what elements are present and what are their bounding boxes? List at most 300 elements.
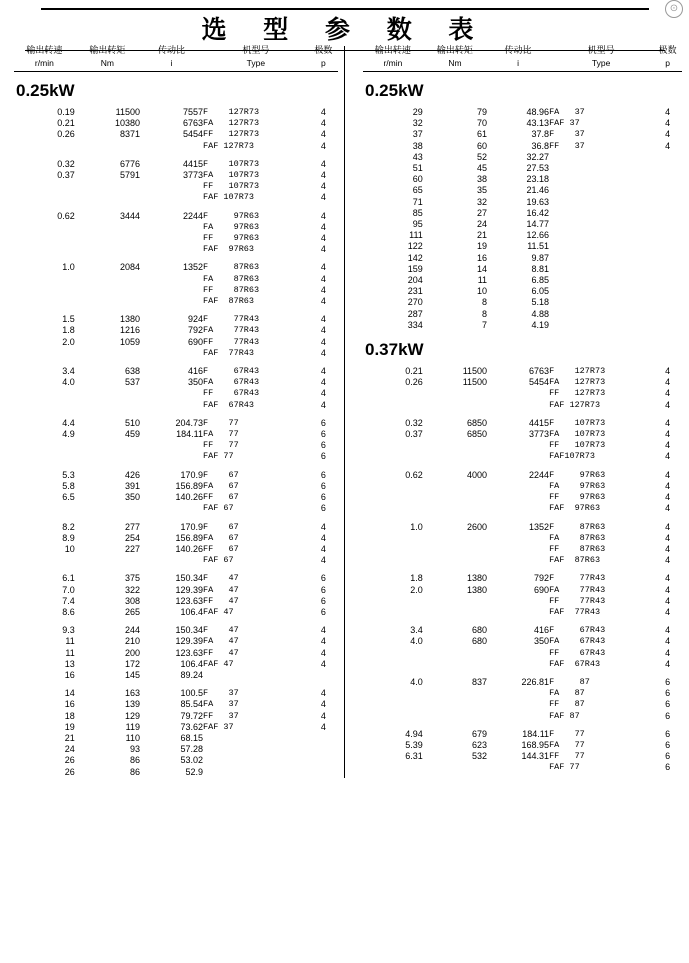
header-cn-nm: 输出转矩: [89, 46, 126, 56]
cell-model-type: F 127R73: [203, 107, 260, 117]
cell-output-speed: 18: [64, 710, 75, 721]
table-row: [14, 211, 338, 222]
cell-model-type: FF 67: [203, 543, 239, 554]
cell-poles: 4: [665, 140, 671, 151]
table-row: [14, 159, 338, 170]
cell-output-torque: [423, 659, 487, 670]
table-row: [14, 440, 338, 451]
header-unit-type: Type: [246, 58, 266, 68]
cell-output-torque: 638: [124, 366, 140, 377]
table-row: [363, 297, 682, 308]
header-cn-nm: 输出转矩: [436, 46, 473, 56]
spec-table: [363, 107, 682, 331]
cell-output-speed: 2.0: [62, 336, 75, 347]
table-row: [363, 751, 682, 762]
cell-model-type: [549, 309, 653, 320]
cell-model-type: [549, 219, 653, 230]
corner-mark-icon: ⊙: [665, 0, 683, 18]
table-row: [363, 762, 682, 773]
cell-output-torque: 837: [472, 676, 488, 687]
cell-model-type: F 67R43: [549, 625, 606, 636]
cell-ratio: [487, 400, 549, 411]
cell-poles: 4: [665, 118, 671, 129]
cell-model-type: FF 77: [549, 751, 585, 762]
cell-poles: 6: [665, 728, 671, 739]
cell-poles: [309, 767, 338, 778]
cell-output-speed: 21: [64, 732, 75, 743]
cell-model-type: FAF 77R43: [203, 347, 255, 358]
cell-ratio: [487, 688, 549, 699]
cell-model-type: FF 107R73: [549, 440, 606, 451]
cell-ratio: 85.54: [180, 699, 203, 710]
table-row: [14, 296, 338, 307]
cell-ratio: 16.42: [526, 207, 550, 218]
cell-output-torque: [75, 244, 140, 255]
cell-poles: 4: [665, 658, 671, 669]
table-row: [363, 197, 682, 208]
cell-output-speed: [363, 533, 423, 544]
cell-model-type: FF 47: [203, 595, 239, 606]
cell-output-speed: 38: [412, 140, 423, 151]
cell-ratio: 2244: [182, 210, 203, 221]
cell-ratio: [487, 544, 549, 555]
header-cn-i: 传动比: [157, 46, 185, 56]
header-unit-i: i: [517, 58, 519, 68]
cell-output-torque: 16: [477, 252, 488, 263]
cell-output-torque: [75, 440, 140, 451]
cell-poles: 6: [320, 573, 326, 584]
cell-ratio: 43.13: [526, 118, 550, 129]
cell-output-torque: 391: [124, 480, 140, 491]
cell-poles: 4: [320, 710, 326, 721]
cell-model-type: FA 97R63: [203, 221, 260, 232]
cell-output-torque: [75, 222, 140, 233]
cell-model-type: F 97R63: [549, 469, 606, 480]
cell-output-torque: 277: [124, 521, 140, 532]
cell-ratio: 73.62: [180, 721, 203, 732]
cell-output-torque: 129: [124, 710, 140, 721]
page-title: 选 型 参 数 表: [201, 15, 488, 44]
cell-output-torque: 10380: [114, 118, 140, 129]
cell-output-speed: 287: [407, 308, 423, 319]
cell-model-type: FA 87: [549, 688, 585, 699]
table-row: [14, 699, 338, 710]
cell-ratio: 123.63: [175, 595, 203, 606]
cell-output-torque: [75, 296, 140, 307]
cell-poles: 4: [320, 336, 326, 347]
group-spacer: [363, 411, 682, 418]
cell-model-type: FA 47: [203, 636, 239, 647]
table-row: [14, 659, 338, 670]
cell-output-speed: 6.31: [405, 751, 423, 762]
header-cn-rpm: 输出转速: [374, 46, 411, 56]
table-row: [363, 503, 682, 514]
cell-poles: 4: [320, 721, 326, 732]
cell-output-torque: [423, 400, 487, 411]
table-row: [363, 388, 682, 399]
cell-poles: [653, 152, 682, 163]
cell-output-speed: 71: [412, 196, 423, 207]
cell-model-type: [549, 230, 653, 241]
table-row: [14, 733, 338, 744]
cell-output-torque: [75, 451, 140, 462]
table-row: [363, 544, 682, 555]
cell-model-type: FF 97R63: [549, 492, 606, 503]
cell-output-speed: [363, 388, 423, 399]
cell-output-torque: 119: [125, 721, 140, 732]
cell-model-type: FA 77R43: [203, 325, 260, 336]
cell-output-torque: 110: [125, 732, 140, 743]
cell-poles: 4: [320, 647, 326, 658]
cell-output-speed: 4.9: [62, 429, 75, 440]
cell-output-torque: [75, 285, 140, 296]
table-row: [363, 470, 682, 481]
cell-poles: 4: [320, 366, 326, 377]
table-row: [363, 185, 682, 196]
group-spacer: [14, 307, 338, 314]
table-row: [363, 688, 682, 699]
cell-poles: 4: [665, 399, 671, 410]
cell-ratio: [140, 451, 203, 462]
cell-output-speed: 16: [64, 699, 75, 710]
header-unit-nm: Nm: [448, 58, 462, 68]
cell-output-torque: 426: [124, 469, 140, 480]
header-cn-i: 传动比: [504, 46, 532, 56]
cell-output-speed: [363, 648, 423, 659]
cell-ratio: [140, 233, 203, 244]
cell-poles: 4: [320, 273, 326, 284]
cell-ratio: [487, 451, 549, 462]
cell-output-speed: [14, 440, 75, 451]
cell-output-speed: 270: [407, 297, 423, 308]
header-cn-p: 极数: [658, 46, 677, 56]
cell-poles: 4: [665, 492, 671, 503]
cell-output-speed: [14, 244, 75, 255]
cell-model-type: FAF107R73: [549, 451, 595, 462]
cell-poles: 4: [320, 233, 326, 244]
cell-ratio: 5454: [182, 129, 203, 140]
header-unit-p: p: [321, 58, 326, 68]
table-row: [14, 670, 338, 681]
cell-output-torque: 24: [477, 219, 488, 230]
cell-poles: 6: [320, 595, 326, 606]
header-unit-nm: Nm: [100, 58, 114, 68]
cell-model-type: [549, 163, 653, 174]
group-spacer: [14, 255, 338, 262]
cell-poles: 4: [320, 399, 326, 410]
cell-output-speed: 16: [64, 669, 75, 680]
cell-output-speed: 7.4: [62, 595, 75, 606]
cell-output-torque: [75, 388, 140, 399]
table-row: [14, 244, 338, 255]
cell-model-type: FAF 87: [549, 710, 580, 721]
cell-ratio: 3773: [529, 429, 550, 440]
cell-model-type: F 37: [549, 129, 585, 140]
cell-model-type: [549, 185, 653, 196]
cell-output-speed: 0.26: [57, 129, 75, 140]
table-row: [14, 170, 338, 181]
cell-output-speed: 0.21: [405, 366, 423, 377]
cell-output-speed: 5.8: [62, 480, 75, 491]
cell-output-speed: 24: [64, 744, 75, 755]
cell-poles: [653, 297, 682, 308]
cell-output-speed: 4.0: [410, 676, 423, 687]
table-row: [363, 648, 682, 659]
cell-ratio: 48.96: [526, 107, 550, 117]
group-spacer: [14, 204, 338, 211]
cell-ratio: 23.18: [526, 174, 550, 185]
cell-output-speed: [14, 503, 75, 514]
table-row: [14, 107, 338, 118]
cell-output-speed: 4.94: [405, 728, 423, 739]
table-row: [14, 522, 338, 533]
cell-model-type: FAF 67: [203, 503, 234, 514]
cell-output-speed: [363, 400, 423, 411]
cell-ratio: [487, 596, 549, 607]
cell-poles: 4: [665, 647, 671, 658]
table-row: [14, 274, 338, 285]
cell-output-torque: 11500: [462, 366, 488, 377]
cell-output-torque: 5791: [119, 170, 140, 181]
table-row: [363, 555, 682, 566]
cell-ratio: 37.8: [531, 129, 550, 140]
cell-ratio: 5454: [529, 377, 550, 388]
cell-ratio: [487, 555, 549, 566]
cell-output-torque: 244: [124, 625, 140, 636]
cell-output-torque: [75, 192, 140, 203]
table-row: [14, 744, 338, 755]
cell-output-speed: 29: [412, 107, 423, 117]
cell-ratio: 12.66: [526, 230, 550, 241]
cell-output-torque: 227: [124, 543, 140, 554]
cell-output-torque: 52: [477, 151, 488, 162]
cell-model-type: FF 47: [203, 647, 239, 658]
cell-poles: 6: [320, 451, 326, 462]
cell-ratio: [140, 285, 203, 296]
cell-ratio: 21.46: [526, 185, 550, 196]
cell-poles: 4: [320, 107, 326, 117]
power-rating-heading: 0.25kW: [365, 81, 424, 100]
table-row: [14, 711, 338, 722]
cell-ratio: 4.19: [531, 319, 550, 330]
cell-model-type: FA 107R73: [549, 429, 606, 440]
table-row: [14, 533, 338, 544]
cell-poles: 6: [665, 710, 671, 721]
cell-poles: 4: [320, 170, 326, 181]
cell-model-type: FA 77: [203, 429, 239, 440]
table-row: [363, 418, 682, 429]
cell-model-type: FA 67: [203, 532, 239, 543]
cell-output-speed: 32: [412, 118, 423, 129]
cell-model-type: F 87R63: [203, 262, 260, 273]
cell-model-type: FF 87: [549, 699, 585, 710]
cell-output-speed: 85: [412, 207, 423, 218]
cell-poles: [309, 733, 338, 744]
cell-model-type: FA 77R43: [549, 584, 606, 595]
cell-output-torque: 375: [124, 573, 140, 584]
cell-model-type: FAF 77R43: [549, 606, 601, 617]
cell-ratio: 184.11: [522, 728, 550, 739]
cell-model-type: [203, 744, 309, 755]
group-spacer: [14, 681, 338, 688]
cell-poles: 4: [320, 192, 326, 203]
table-row: [363, 309, 682, 320]
cell-output-torque: 1216: [119, 325, 140, 336]
cell-model-type: FF 67: [203, 492, 239, 503]
cell-model-type: F 107R73: [203, 158, 260, 169]
cell-model-type: F 87: [549, 676, 590, 687]
table-row: [363, 659, 682, 670]
table-row: [14, 129, 338, 140]
cell-model-type: [203, 733, 309, 744]
cell-output-torque: 86: [129, 766, 140, 777]
cell-poles: 6: [665, 699, 671, 710]
cell-ratio: 123.63: [175, 647, 203, 658]
table-row: [363, 625, 682, 636]
cell-output-torque: 172: [124, 658, 140, 669]
cell-model-type: FAF 127R73: [549, 399, 601, 410]
table-row: [14, 596, 338, 607]
cell-model-type: FF 77R43: [203, 336, 260, 347]
table-row: [363, 230, 682, 241]
group-spacer: [14, 618, 338, 625]
cell-ratio: 6.05: [531, 286, 550, 297]
table-row: [14, 503, 338, 514]
cell-output-speed: 6.1: [62, 573, 75, 584]
cell-model-type: FF 127R73: [203, 129, 260, 140]
cell-ratio: 53.02: [180, 755, 203, 766]
cell-ratio: 19.63: [526, 196, 550, 207]
cell-poles: 4: [320, 210, 326, 221]
cell-output-torque: 308: [124, 595, 140, 606]
cell-output-torque: 8: [482, 297, 488, 308]
cell-ratio: [140, 388, 203, 399]
cell-model-type: FA 67: [203, 480, 239, 491]
cell-output-torque: 10: [477, 286, 488, 297]
table-columns: [0, 46, 689, 778]
left-table-column: [0, 46, 344, 778]
cell-ratio: 5.18: [531, 297, 550, 308]
cell-ratio: [487, 699, 549, 710]
left-column-header: [14, 46, 338, 70]
group-spacer: [363, 515, 682, 522]
cell-output-torque: [423, 699, 487, 710]
cell-model-type: FAF 107R73: [203, 192, 255, 203]
cell-poles: 6: [320, 584, 326, 595]
header-unit-rpm: r/min: [34, 58, 54, 68]
left-table-body: [14, 81, 338, 778]
cell-output-torque: 459: [124, 429, 140, 440]
cell-model-type: F 67R43: [203, 366, 260, 377]
cell-model-type: F 67: [203, 469, 239, 480]
cell-ratio: [487, 607, 549, 618]
cell-output-speed: [363, 699, 423, 710]
table-row: [363, 118, 682, 129]
table-row: [363, 596, 682, 607]
cell-output-torque: 35: [477, 185, 488, 196]
cell-output-speed: 1.0: [410, 521, 423, 532]
cell-poles: 6: [320, 469, 326, 480]
group-spacer: [363, 722, 682, 729]
cell-poles: 4: [665, 469, 671, 480]
cell-model-type: F 127R73: [549, 366, 606, 377]
cell-model-type: [549, 241, 653, 252]
cell-output-torque: [75, 141, 140, 152]
cell-poles: 4: [320, 325, 326, 336]
cell-ratio: [487, 762, 549, 773]
cell-ratio: 9.87: [531, 252, 550, 263]
cell-output-speed: 204: [407, 275, 423, 286]
cell-model-type: FAF 67R43: [549, 658, 601, 669]
cell-model-type: FA 87R63: [203, 273, 260, 284]
cell-ratio: 106.4: [180, 606, 203, 617]
cell-ratio: 8.81: [531, 263, 550, 274]
document-title-block: [25, 0, 665, 51]
spec-table: [363, 366, 682, 774]
table-row: [14, 418, 338, 429]
cell-output-torque: [423, 503, 487, 514]
cell-poles: 4: [665, 555, 671, 566]
cell-poles: 4: [665, 107, 671, 117]
cell-ratio: [140, 296, 203, 307]
cell-poles: 4: [665, 429, 671, 440]
cell-ratio: [487, 440, 549, 451]
cell-output-torque: 510: [124, 417, 140, 428]
table-row: [14, 451, 338, 462]
cell-model-type: FF 77R43: [549, 595, 606, 606]
cell-poles: 4: [665, 366, 671, 377]
right-header-rule: [363, 71, 682, 72]
cell-poles: 4: [320, 129, 326, 140]
cell-poles: 4: [320, 377, 326, 388]
cell-poles: 4: [665, 584, 671, 595]
cell-output-torque: [423, 388, 487, 399]
cell-poles: [653, 163, 682, 174]
cell-ratio: 204.73: [175, 417, 203, 428]
right-table-column: [344, 46, 688, 778]
cell-ratio: 14.77: [526, 219, 550, 230]
cell-output-torque: [423, 762, 487, 773]
cell-poles: 6: [320, 492, 326, 503]
cell-poles: 6: [665, 751, 671, 762]
cell-poles: [653, 241, 682, 252]
cell-ratio: 350: [534, 636, 550, 647]
cell-output-torque: [75, 555, 140, 566]
cell-output-torque: 680: [472, 636, 488, 647]
table-row: [14, 722, 338, 733]
cell-output-speed: [363, 451, 423, 462]
cell-output-torque: 19: [477, 241, 488, 252]
table-row: [363, 141, 682, 152]
table-row: [363, 129, 682, 140]
cell-model-type: FAF 87R63: [203, 296, 255, 307]
cell-poles: 4: [320, 636, 326, 647]
cell-output-torque: 1380: [467, 584, 488, 595]
cell-output-speed: 1.8: [62, 325, 75, 336]
cell-model-type: FA 127R73: [203, 118, 260, 129]
group-spacer: [363, 618, 682, 625]
cell-ratio: 32.27: [526, 151, 550, 162]
table-row: [363, 677, 682, 688]
cell-output-speed: [363, 440, 423, 451]
table-row: [363, 275, 682, 286]
left-header-rule: [14, 71, 338, 72]
cell-poles: 6: [320, 440, 326, 451]
cell-poles: 4: [665, 606, 671, 617]
cell-poles: 4: [320, 625, 326, 636]
cell-ratio: 416: [534, 625, 550, 636]
cell-output-speed: 0.62: [57, 210, 75, 221]
